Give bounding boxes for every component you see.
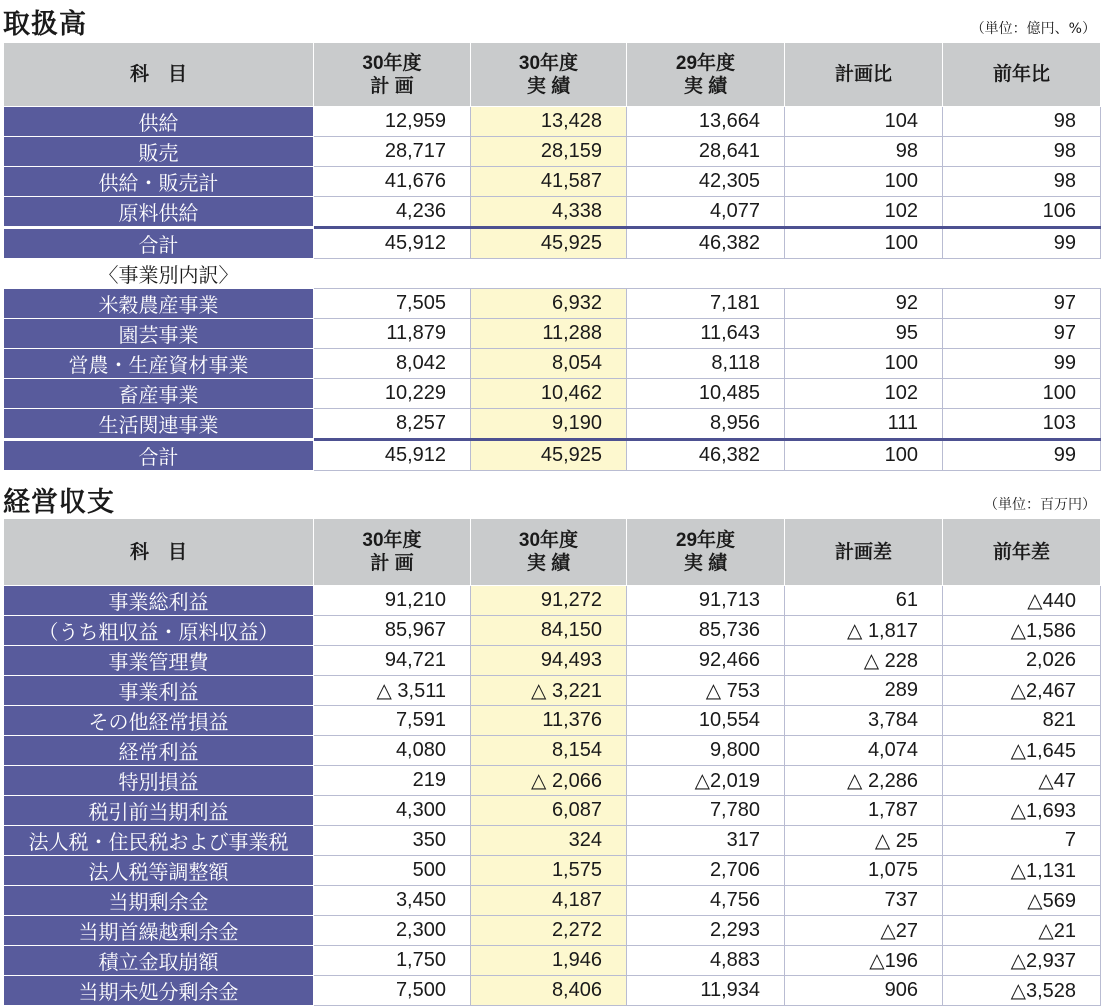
value-cell: △1,586 xyxy=(943,616,1101,646)
value-cell: 4,300 xyxy=(314,796,471,826)
table-row xyxy=(4,856,1101,886)
table-row xyxy=(4,646,1101,676)
table-row xyxy=(4,976,1101,1006)
value-cell: 28,159 xyxy=(471,137,627,167)
value-cell: 85,736 xyxy=(627,616,785,646)
row-label: その他経常損益 xyxy=(4,706,314,736)
value-cell: △ 3,221 xyxy=(471,676,627,706)
value-cell: 2,272 xyxy=(471,916,627,946)
table-row xyxy=(4,319,1101,349)
value-cell: 10,485 xyxy=(627,379,785,409)
table-row xyxy=(4,916,1101,946)
value-cell: 3,784 xyxy=(785,706,943,736)
value-cell: 45,912 xyxy=(314,228,471,259)
table-row xyxy=(4,766,1101,796)
value-cell: 4,074 xyxy=(785,736,943,766)
value-cell: 100 xyxy=(785,167,943,197)
value-cell: 7,500 xyxy=(314,976,471,1006)
value-cell: 11,879 xyxy=(314,319,471,349)
value-cell: 42,305 xyxy=(627,167,785,197)
value-cell: 41,676 xyxy=(314,167,471,197)
value-cell: 10,462 xyxy=(471,379,627,409)
value-cell: 92,466 xyxy=(627,646,785,676)
value-cell: △2,937 xyxy=(943,946,1101,976)
value-cell: 7,591 xyxy=(314,706,471,736)
value-cell: 8,054 xyxy=(471,349,627,379)
row-label: 積立金取崩額 xyxy=(4,946,314,976)
value-cell: 111 xyxy=(785,409,943,440)
value-cell: 6,087 xyxy=(471,796,627,826)
value-cell: 4,236 xyxy=(314,197,471,228)
value-cell: △196 xyxy=(785,946,943,976)
value-cell: 97 xyxy=(943,319,1101,349)
table-row xyxy=(4,676,1101,706)
row-label: 合計 xyxy=(4,228,314,259)
business-income-table xyxy=(3,518,1101,1006)
value-cell: 8,956 xyxy=(627,409,785,440)
table-row xyxy=(4,289,1101,319)
value-cell: 99 xyxy=(943,349,1101,379)
row-label: 事業管理費 xyxy=(4,646,314,676)
value-cell: 85,967 xyxy=(314,616,471,646)
table-row xyxy=(4,706,1101,736)
value-cell: △ 3,511 xyxy=(314,676,471,706)
value-cell: 46,382 xyxy=(627,440,785,471)
value-cell: 4,883 xyxy=(627,946,785,976)
value-cell: 906 xyxy=(785,976,943,1006)
value-cell: △47 xyxy=(943,766,1101,796)
value-cell: 100 xyxy=(785,440,943,471)
value-cell: 45,925 xyxy=(471,440,627,471)
value-cell: 11,376 xyxy=(471,706,627,736)
value-cell: △ 2,066 xyxy=(471,766,627,796)
value-cell: △569 xyxy=(943,886,1101,916)
value-cell: 103 xyxy=(943,409,1101,440)
header-row xyxy=(4,519,1101,586)
value-cell: △440 xyxy=(943,586,1101,616)
total-row xyxy=(4,440,1101,471)
header-cell: 30年度 実 績 xyxy=(471,43,627,107)
row-label: 法人税等調整額 xyxy=(4,856,314,886)
value-cell: 10,229 xyxy=(314,379,471,409)
value-cell: 97 xyxy=(943,289,1101,319)
value-cell: △ 1,817 xyxy=(785,616,943,646)
value-cell: 91,210 xyxy=(314,586,471,616)
table-row xyxy=(4,886,1101,916)
row-label: 原料供給 xyxy=(4,197,314,228)
value-cell: 94,721 xyxy=(314,646,471,676)
value-cell: △ 25 xyxy=(785,826,943,856)
table-row xyxy=(4,586,1101,616)
value-cell: 84,150 xyxy=(471,616,627,646)
value-cell: 2,706 xyxy=(627,856,785,886)
table-row xyxy=(4,796,1101,826)
subheading-row xyxy=(4,259,1101,289)
value-cell: △21 xyxy=(943,916,1101,946)
section2-unit: （単位：百万円） xyxy=(984,497,1096,513)
value-cell: 100 xyxy=(785,228,943,259)
value-cell: 104 xyxy=(785,107,943,137)
table-row xyxy=(4,379,1101,409)
row-label: 特別損益 xyxy=(4,766,314,796)
header-cell: 計画比 xyxy=(785,43,943,107)
value-cell: 9,190 xyxy=(471,409,627,440)
value-cell: 98 xyxy=(943,137,1101,167)
section1-unit: （単位：億円、%） xyxy=(970,21,1096,37)
value-cell: 500 xyxy=(314,856,471,886)
row-label: 経常利益 xyxy=(4,736,314,766)
value-cell: 8,042 xyxy=(314,349,471,379)
header-cell: 科 目 xyxy=(4,519,314,586)
header-cell: 30年度 実 績 xyxy=(471,519,627,586)
value-cell: 91,272 xyxy=(471,586,627,616)
header-cell: 科 目 xyxy=(4,43,314,107)
table-row xyxy=(4,736,1101,766)
row-label: 法人税・住民税および事業税 xyxy=(4,826,314,856)
value-cell: 100 xyxy=(943,379,1101,409)
row-label: 販売 xyxy=(4,137,314,167)
value-cell: △3,528 xyxy=(943,976,1101,1006)
header-cell: 計画差 xyxy=(785,519,943,586)
value-cell: 1,787 xyxy=(785,796,943,826)
header-cell: 29年度 実 績 xyxy=(627,43,785,107)
value-cell: 8,154 xyxy=(471,736,627,766)
value-cell: 9,800 xyxy=(627,736,785,766)
value-cell: 2,300 xyxy=(314,916,471,946)
table-row xyxy=(4,197,1101,228)
row-label: 合計 xyxy=(4,440,314,471)
value-cell: 91,713 xyxy=(627,586,785,616)
value-cell: 1,075 xyxy=(785,856,943,886)
value-cell: 106 xyxy=(943,197,1101,228)
table-row xyxy=(4,826,1101,856)
section1-title: 取扱高 xyxy=(3,9,87,40)
value-cell: 8,257 xyxy=(314,409,471,440)
value-cell: 102 xyxy=(785,197,943,228)
row-label: 供給 xyxy=(4,107,314,137)
value-cell: 7 xyxy=(943,826,1101,856)
row-label: 米穀農産事業 xyxy=(4,289,314,319)
row-label: 供給・販売計 xyxy=(4,167,314,197)
section2-title: 経営収支 xyxy=(3,487,115,518)
header-cell: 前年比 xyxy=(943,43,1101,107)
value-cell: 28,717 xyxy=(314,137,471,167)
subheading-breakdown: 〈事業別内訳〉 xyxy=(4,259,1101,289)
row-label: 園芸事業 xyxy=(4,319,314,349)
row-label: 畜産事業 xyxy=(4,379,314,409)
value-cell: 4,756 xyxy=(627,886,785,916)
value-cell: 1,946 xyxy=(471,946,627,976)
value-cell: 99 xyxy=(943,228,1101,259)
value-cell: 95 xyxy=(785,319,943,349)
value-cell: 350 xyxy=(314,826,471,856)
value-cell: 45,925 xyxy=(471,228,627,259)
value-cell: 4,080 xyxy=(314,736,471,766)
total-row xyxy=(4,228,1101,259)
value-cell: 28,641 xyxy=(627,137,785,167)
value-cell: 11,643 xyxy=(627,319,785,349)
header-cell: 30年度 計 画 xyxy=(314,519,471,586)
table-row xyxy=(4,349,1101,379)
value-cell: 7,181 xyxy=(627,289,785,319)
value-cell: 13,428 xyxy=(471,107,627,137)
row-label: 事業総利益 xyxy=(4,586,314,616)
row-label: 事業利益 xyxy=(4,676,314,706)
value-cell: 2,293 xyxy=(627,916,785,946)
value-cell: 61 xyxy=(785,586,943,616)
value-cell: 94,493 xyxy=(471,646,627,676)
value-cell: 98 xyxy=(943,167,1101,197)
value-cell: 4,187 xyxy=(471,886,627,916)
table-row xyxy=(4,107,1101,137)
value-cell: 4,077 xyxy=(627,197,785,228)
value-cell: 1,575 xyxy=(471,856,627,886)
header-row xyxy=(4,43,1101,107)
value-cell: 98 xyxy=(943,107,1101,137)
value-cell: △2,019 xyxy=(627,766,785,796)
value-cell: 11,934 xyxy=(627,976,785,1006)
value-cell: △1,131 xyxy=(943,856,1101,886)
table-row xyxy=(4,137,1101,167)
value-cell: 45,912 xyxy=(314,440,471,471)
table-row xyxy=(4,616,1101,646)
value-cell: 46,382 xyxy=(627,228,785,259)
value-cell: △27 xyxy=(785,916,943,946)
value-cell: △ 228 xyxy=(785,646,943,676)
value-cell: △2,467 xyxy=(943,676,1101,706)
value-cell: △ 2,286 xyxy=(785,766,943,796)
row-label: 生活関連事業 xyxy=(4,409,314,440)
row-label: 当期首繰越剰余金 xyxy=(4,916,314,946)
value-cell: 6,932 xyxy=(471,289,627,319)
value-cell: 219 xyxy=(314,766,471,796)
value-cell: 324 xyxy=(471,826,627,856)
row-label: 税引前当期利益 xyxy=(4,796,314,826)
value-cell: △ 753 xyxy=(627,676,785,706)
value-cell: 11,288 xyxy=(471,319,627,349)
value-cell: 317 xyxy=(627,826,785,856)
row-label: （うち粗収益・原料収益） xyxy=(4,616,314,646)
value-cell: 12,959 xyxy=(314,107,471,137)
value-cell: 92 xyxy=(785,289,943,319)
value-cell: 821 xyxy=(943,706,1101,736)
value-cell: 2,026 xyxy=(943,646,1101,676)
table-row xyxy=(4,167,1101,197)
row-label: 営農・生産資材事業 xyxy=(4,349,314,379)
row-label: 当期未処分剰余金 xyxy=(4,976,314,1006)
value-cell: 102 xyxy=(785,379,943,409)
handling-volume-table xyxy=(3,42,1101,471)
value-cell: 98 xyxy=(785,137,943,167)
value-cell: 10,554 xyxy=(627,706,785,736)
row-label: 当期剰余金 xyxy=(4,886,314,916)
table-row xyxy=(4,409,1101,440)
value-cell: 3,450 xyxy=(314,886,471,916)
value-cell: △1,645 xyxy=(943,736,1101,766)
value-cell: 4,338 xyxy=(471,197,627,228)
header-cell: 29年度 実 績 xyxy=(627,519,785,586)
value-cell: 100 xyxy=(785,349,943,379)
value-cell: 7,505 xyxy=(314,289,471,319)
header-cell: 30年度 計 画 xyxy=(314,43,471,107)
table-row xyxy=(4,946,1101,976)
value-cell: 1,750 xyxy=(314,946,471,976)
value-cell: 8,406 xyxy=(471,976,627,1006)
value-cell: 13,664 xyxy=(627,107,785,137)
value-cell: 737 xyxy=(785,886,943,916)
value-cell: 7,780 xyxy=(627,796,785,826)
header-cell: 前年差 xyxy=(943,519,1101,586)
value-cell: △1,693 xyxy=(943,796,1101,826)
value-cell: 99 xyxy=(943,440,1101,471)
value-cell: 8,118 xyxy=(627,349,785,379)
value-cell: 289 xyxy=(785,676,943,706)
value-cell: 41,587 xyxy=(471,167,627,197)
